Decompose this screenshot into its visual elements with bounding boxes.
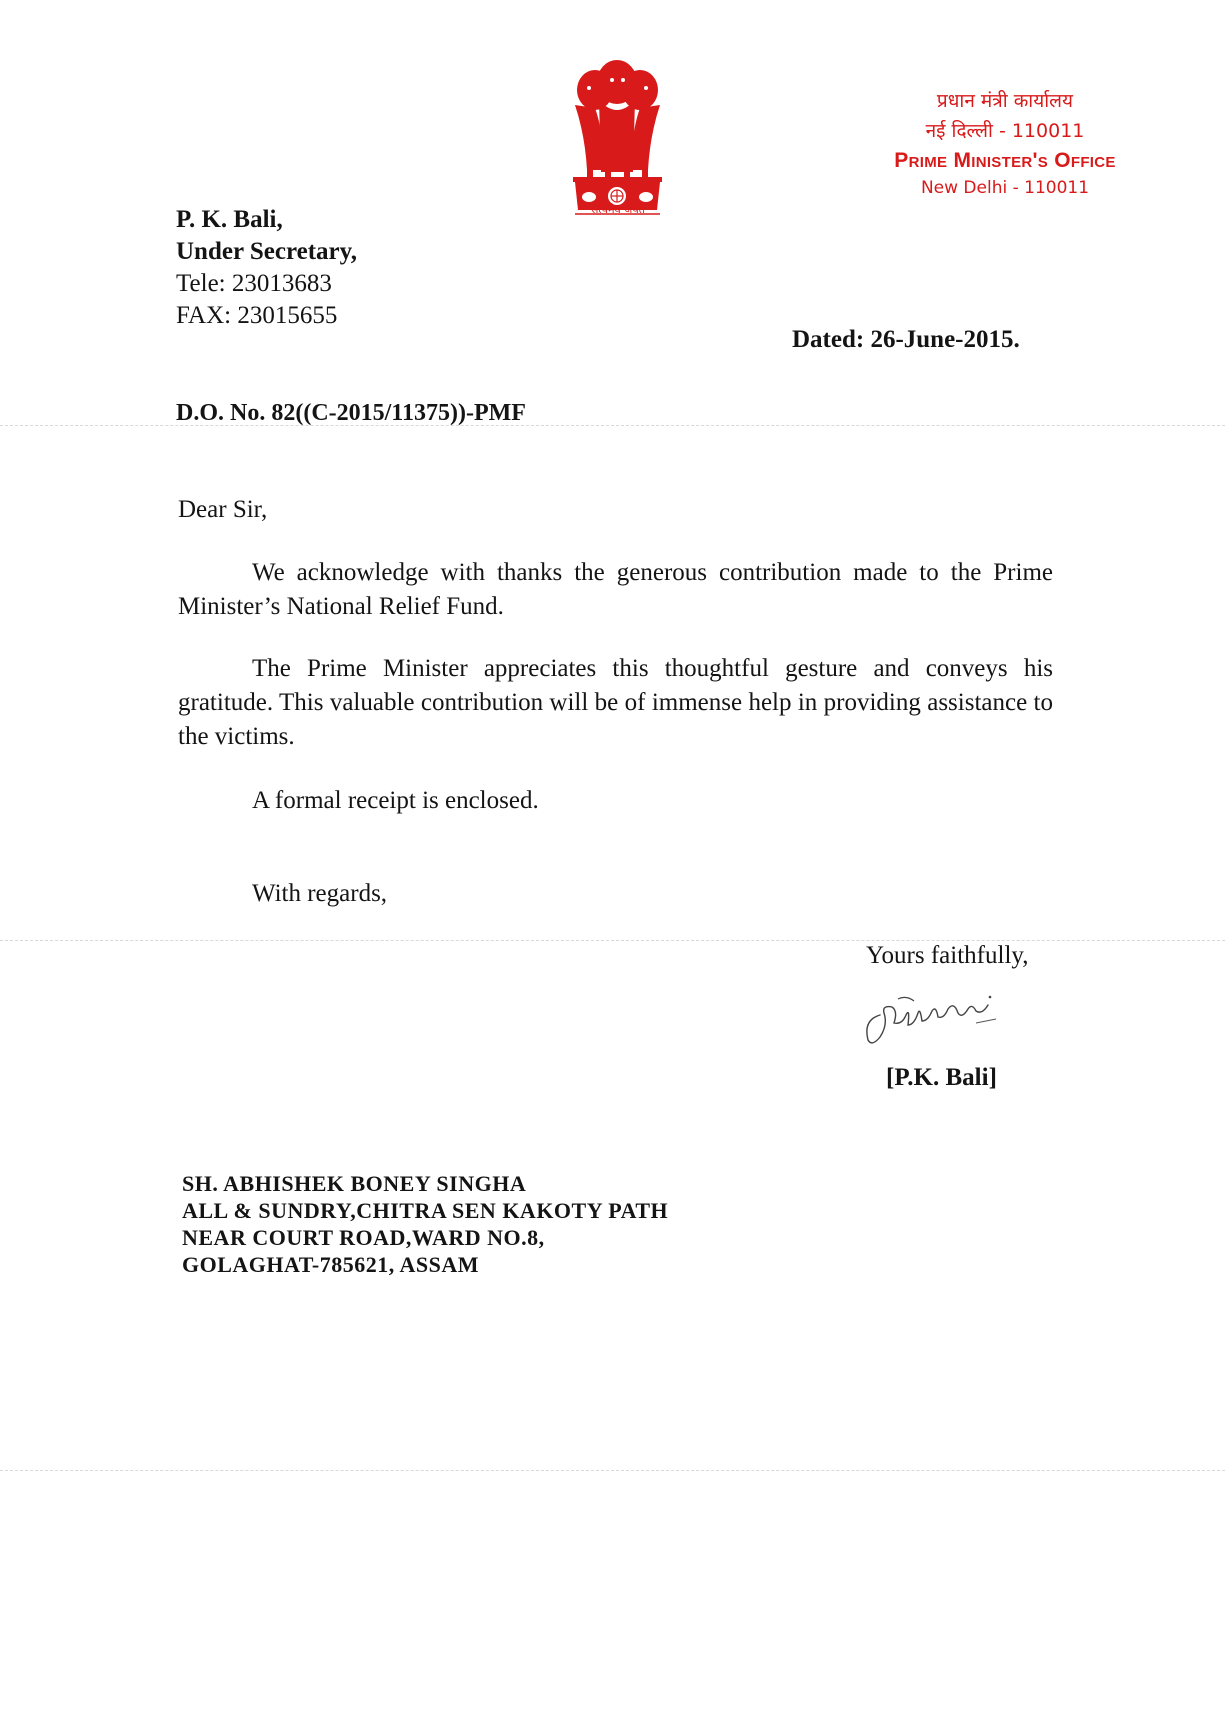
sender-name: P. K. Bali, xyxy=(176,206,283,233)
salutation: Dear Sir, xyxy=(178,496,268,523)
sender-tele: Tele: 23013683 xyxy=(176,270,332,297)
address-line: NEAR COURT ROAD,WARD NO.8, xyxy=(182,1225,545,1250)
closing: Yours faithfully, xyxy=(866,942,1029,969)
sender-block xyxy=(176,204,357,332)
address-line: SH. ABHISHEK BONEY SINGHA xyxy=(182,1171,527,1196)
address-line: ALL & SUNDRY,CHITRA SEN KAKOTY PATH xyxy=(182,1198,669,1223)
office-name-hindi: प्रधान मंत्री कार्यालय xyxy=(936,90,1074,112)
signature-icon xyxy=(858,985,1028,1055)
sender-designation: Under Secretary, xyxy=(176,238,357,265)
address-line: GOLAGHAT-785621, ASSAM xyxy=(182,1252,480,1277)
body-paragraph: A formal receipt is enclosed. xyxy=(252,787,539,814)
body-paragraph: We acknowledge with thanks the generous contribution made to the Prime Minister’s National Relief Fund. xyxy=(178,559,1053,620)
national-emblem-icon xyxy=(565,60,670,220)
signatory-name: [P.K. Bali] xyxy=(886,1064,997,1091)
office-name-english: Prime Minister's Office xyxy=(894,149,1116,172)
body-paragraph: The Prime Minister appreciates this thoughtful gesture and conveys his gratitude. This valuable contribution will be of immense help in providing assistance to the victims. xyxy=(178,655,1053,750)
fold-line xyxy=(0,940,1225,941)
regards-line: With regards, xyxy=(252,880,388,907)
office-city-english: New Delhi - 110011 xyxy=(920,178,1090,198)
recipient-address xyxy=(182,1170,668,1278)
office-city-hindi: नई दिल्ली - 110011 xyxy=(925,120,1085,142)
fold-line xyxy=(0,1470,1225,1471)
sender-fax: FAX: 23015655 xyxy=(176,302,338,329)
reference-number: D.O. No. 82((C-2015/11375))-PMF xyxy=(176,400,526,426)
emblem-motto: सत्यमेव जयते xyxy=(590,203,645,216)
letter-date: Dated: 26-June-2015. xyxy=(792,326,1020,353)
office-header xyxy=(840,86,1170,200)
